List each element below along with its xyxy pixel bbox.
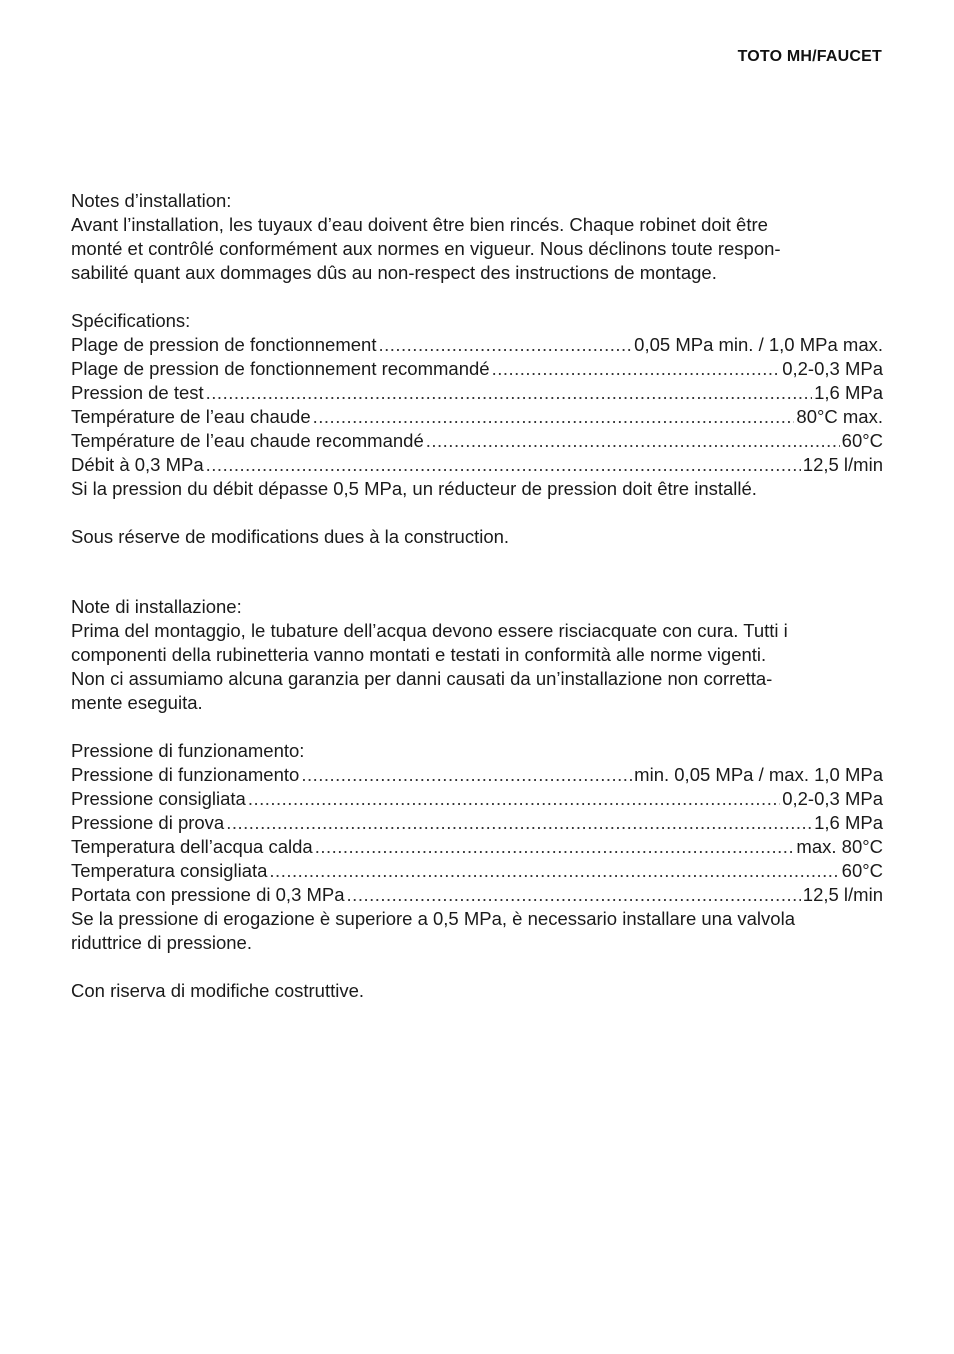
dot-leader — [226, 811, 812, 835]
spec-label: Plage de pression de fonctionnement — [71, 334, 377, 355]
spec-row — [71, 883, 883, 907]
specifications-title: Spécifications: — [71, 310, 191, 331]
installation-notes-line: Non ci assumiamo alcuna garanzia per danni causati da un’installazione non corretta- — [71, 668, 773, 689]
spacer — [71, 501, 883, 525]
spec-row — [71, 333, 883, 357]
spec-label: Pressione di prova — [71, 812, 225, 833]
spec-row — [71, 811, 883, 835]
spacer — [71, 955, 883, 979]
spec-row — [71, 357, 883, 381]
spec-row — [71, 859, 883, 883]
spec-row — [71, 763, 883, 787]
dot-leader — [492, 357, 781, 381]
spec-row — [71, 429, 883, 453]
spec-label: Portata con pressione di 0,3 MPa — [71, 884, 345, 905]
spacer — [71, 715, 883, 739]
dot-leader — [426, 429, 840, 453]
reserve-note: Con riserva di modifiche costruttive. — [71, 980, 365, 1001]
spec-value: 1,6 MPa — [814, 812, 883, 833]
installation-notes-line: componenti della rubinetteria vanno montati e testati in conformità alle norme vigenti. — [71, 644, 767, 665]
spec-label: Temperatura consigliata — [71, 860, 268, 881]
specifications-note-line: riduttrice di pressione. — [71, 932, 252, 953]
specifications-note-line: Se la pressione di erogazione è superiore a 0,5 MPa, è necessario installare una valvola — [71, 908, 795, 929]
dot-leader — [378, 333, 632, 357]
document-header: TOTO MH/FAUCET — [737, 48, 882, 65]
spacer — [71, 285, 883, 309]
dot-leader — [347, 883, 801, 907]
installation-notes-line: mente eseguita. — [71, 692, 203, 713]
french-section — [71, 189, 883, 549]
spec-value: 0,05 MPa min. / 1,0 MPa max. — [634, 334, 883, 355]
dot-leader — [269, 859, 839, 883]
dot-leader — [206, 453, 801, 477]
spec-value: 80°C max. — [796, 406, 883, 427]
installation-notes-title: Notes d’installation: — [71, 190, 232, 211]
italian-section — [71, 595, 883, 1003]
spec-value: 0,2-0,3 MPa — [782, 358, 883, 379]
spec-label: Temperatura dell’acqua calda — [71, 836, 313, 857]
spec-label: Température de l’eau chaude recommandé — [71, 430, 424, 451]
installation-notes-line: Prima del montaggio, le tubature dell’acqua devono essere risciacquate con cura. Tutti i — [71, 620, 788, 641]
spec-value: 1,6 MPa — [814, 382, 883, 403]
spec-label: Débit à 0,3 MPa — [71, 454, 204, 475]
installation-notes-line: Avant l’installation, les tuyaux d’eau doivent être bien rincés. Chaque robinet doit être — [71, 214, 768, 235]
spec-value: min. 0,05 MPa / max. 1,0 MPa — [634, 764, 883, 785]
spec-label: Pressione consigliata — [71, 788, 246, 809]
dot-leader — [248, 787, 780, 811]
spec-value: 60°C — [841, 860, 883, 881]
spec-row — [71, 453, 883, 477]
installation-notes-line: monté et contrôlé conformément aux normes en vigueur. Nous déclinons toute respon- — [71, 238, 781, 259]
spec-label: Température de l’eau chaude — [71, 406, 311, 427]
specifications-note: Si la pression du débit dépasse 0,5 MPa, un réducteur de pression doit être installé. — [71, 478, 757, 499]
spec-value: 12,5 l/min — [802, 884, 883, 905]
spec-row — [71, 787, 883, 811]
dot-leader — [206, 381, 812, 405]
spec-label: Pressione di funzionamento — [71, 764, 300, 785]
reserve-note: Sous réserve de modifications dues à la construction. — [71, 526, 510, 547]
spec-value: 12,5 l/min — [802, 454, 883, 475]
dot-leader — [315, 835, 795, 859]
specifications-title: Pressione di funzionamento: — [71, 740, 305, 761]
spec-value: 0,2-0,3 MPa — [782, 788, 883, 809]
dot-leader — [313, 405, 795, 429]
spec-label: Pression de test — [71, 382, 204, 403]
spec-value: max. 80°C — [796, 836, 883, 857]
spec-row — [71, 835, 883, 859]
spec-label: Plage de pression de fonctionnement recommandé — [71, 358, 490, 379]
dot-leader — [301, 763, 632, 787]
spec-row — [71, 405, 883, 429]
installation-notes-title: Note di installazione: — [71, 596, 242, 617]
spec-value: 60°C — [841, 430, 883, 451]
spec-row — [71, 381, 883, 405]
installation-notes-line: sabilité quant aux dommages dûs au non-respect des instructions de montage. — [71, 262, 717, 283]
